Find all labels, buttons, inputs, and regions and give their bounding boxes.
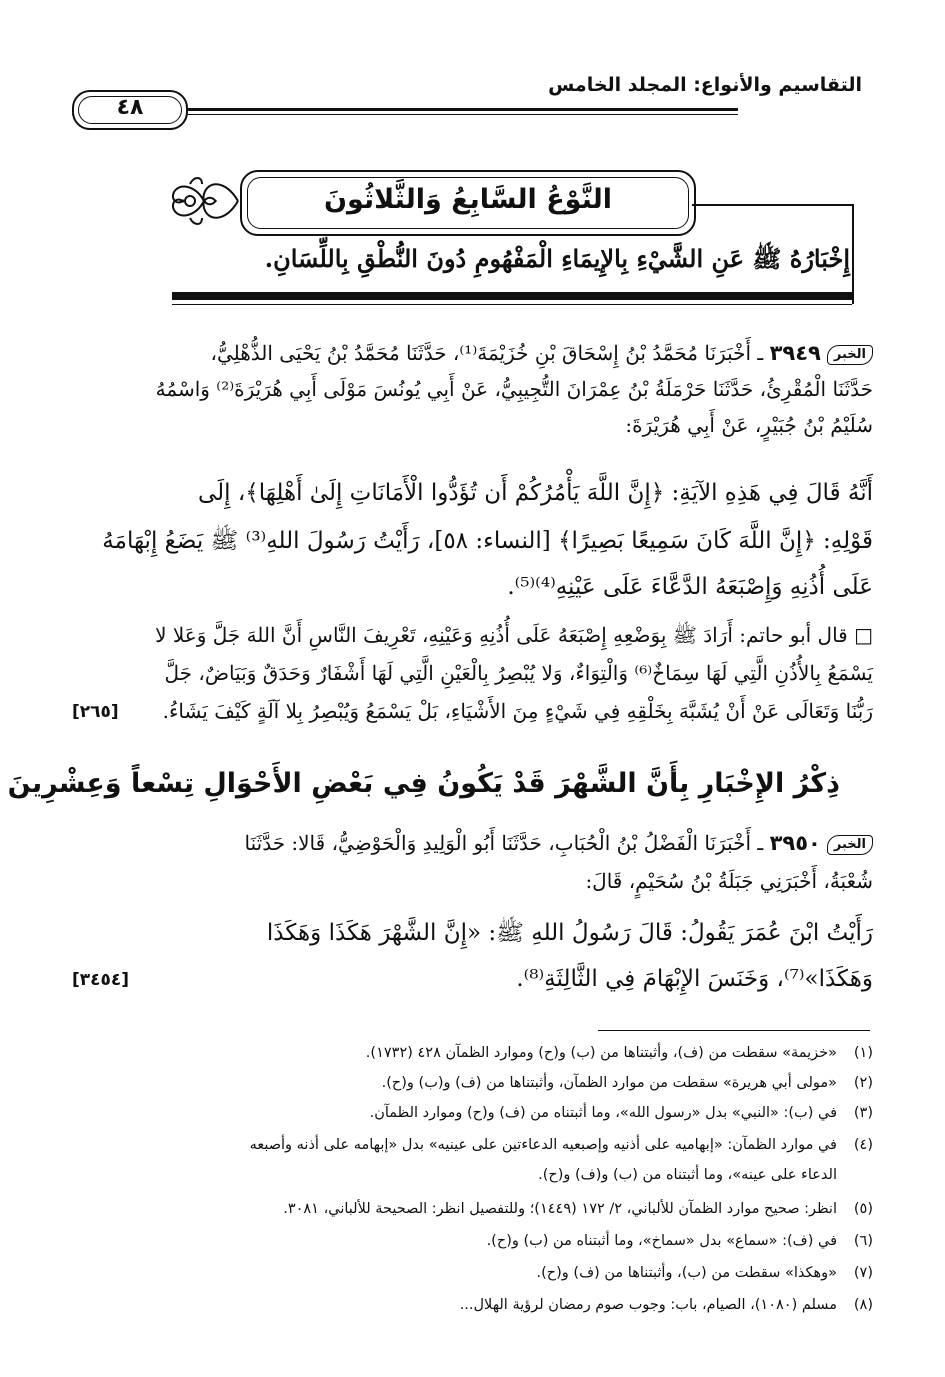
hadith-3950-line-1 (78, 828, 873, 858)
hadith-3949-line-2: حَدَّثَنَا الْمُقْرِئُ، حَدَّثَنَا حَرْمَلَةُ بْنُ عِمْرَانَ التُّجِيبِيُّ، عَنْ أَبِي يُونُسَ مَوْلَى أَبِي هُرَيْرَةَ⁽²⁾ وَاسْمُهُ (155, 377, 873, 401)
khabar-marker-icon: الخبر (827, 345, 873, 365)
footnote-2: (٢)«مولى أبي هريرة» سقطت من موارد الظمآن، وأثبتناها من (ف) و(ب) و(ح). (381, 1075, 873, 1091)
footnote-4-continued: الدعاء على عينه»، وما أثبتناه من (ب) و(ف) و(ح). (538, 1167, 837, 1183)
hadith-3950-line-4: وَهَكَذَا»⁽⁷⁾، وَخَنَسَ الإِبْهَامَ فِي الثَّالِثَةِ⁽⁸⁾. (516, 966, 873, 992)
page-number: ٤٨ (116, 95, 144, 120)
hadith-number: ٣٩٥٠ (769, 831, 821, 855)
footnote-separator (598, 1030, 870, 1031)
abu-hatim-note-line-2: يَسْمَعُ بِالأُذُنِ الَّتِي لَهَا سِمَاخٌ⁽⁶⁾ وَالْتِوَاءٌ، وَلا يُبْصِرُ بِالْعَيْنِ الَّتِي لَهَا أَشْفَارٌ وَحَدَقٌ وَبَيَاضٌ، جَلَّ (164, 661, 873, 685)
hadith-3949-line-3: سُلَيْمُ بْنُ جُبَيْرٍ، عَنْ أَبِي هُرَيْرَةَ: (625, 413, 873, 437)
section-heading: ذِكْرُ الإِخْبَارِ بِأَنَّ الشَّهْرَ قَدْ يَكُونُ فِي بَعْضِ الأَحْوَالِ تِسْعاً وَعِشْرِينَ (7, 768, 840, 799)
reference-number: [٢٦٥] (72, 702, 119, 722)
hadith-3949-line-5: قَوْلِهِ: ﴿إِنَّ اللَّهَ كَانَ سَمِيعًا بَصِيرًا﴾ [النساء: ٥٨]، رَأَيْتُ رَسُولَ اللهِ⁽³⁾ ﷺ يَضَعُ إِبْهَامَهُ (102, 528, 873, 554)
reference-number: [٣٤٥٤] (72, 970, 130, 990)
chapter-subtitle: إِخْبَارُهُ ﷺ عَنِ الشَّيْءِ بِالإِيمَاءِ الْمَفْهُومِ دُونَ النُّطْقِ بِاللِّسَانِ. (264, 244, 850, 273)
footnote-4: (٤)في موارد الظمآن: «إبهاميه على أذنيه وإصبعيه الدعاءتين على عينيه» بدل «إبهامه على أذنه وأصبعه (249, 1137, 873, 1153)
chapter-title-frame (240, 170, 696, 236)
title-rule-thick (172, 292, 852, 300)
hadith-3950-line-2: شُعْبَةُ، أَخْبَرَنِي جَبَلَةُ بْنُ سُحَيْمٍ، قَالَ: (585, 869, 873, 893)
abu-hatim-note-line-1: □ قال أبو حاتم: أَرَادَ ﷺ بِوَضْعِهِ إِصْبَعَهُ عَلَى أُذُنِهِ وَعَيْنِهِ، تَعْرِيفَ النَّاسِ أَنَّ اللهَ جَلَّ وَعَلا لا (155, 623, 873, 647)
running-title: التقاسيم والأنواع: المجلد الخامس (548, 74, 862, 96)
hadith-text: ـ أَخْبَرَنَا مُحَمَّدُ بْنُ إِسْحَاقَ بْنِ خُزَيْمَةَ⁽¹⁾، حَدَّثَنَا مُحَمَّدُ بْنُ يَحْيَى الذُّهْلِيُّ، (210, 341, 764, 365)
title-rule-thin (172, 304, 852, 305)
footnote-7: (٧)«وهكذا» سقطت من (ب)، وأثبتناها من (ف) و(ح). (536, 1265, 873, 1281)
footnote-3: (٣)في (ب): «النبي» بدل «رسول الله»، وما أثبتناه من (ف) و(ح) وموارد الظمآن. (369, 1105, 873, 1121)
khabar-marker-icon: الخبر (827, 835, 873, 855)
footnote-1: (١)«خزيمة» سقطت من (ف)، وأثبتناها من (ب) و(ح) وموارد الظمآن ٤٢٨ (١٧٣٢). (365, 1045, 873, 1061)
hadith-3949-line-4: أَنَّهُ قَالَ فِي هَذِهِ الآيَةِ: ﴿إِنَّ اللَّهَ يَأْمُرُكُمْ أَن تُؤَدُّوا الْأَمَانَاتِ إِلَىٰ أَهْلِهَا﴾، إِلَى (197, 480, 873, 506)
footnote-6: (٦)في (ف): «سماع» بدل «سماخ»، وما أثبتناه من (ب) و(ح). (486, 1233, 873, 1249)
chapter-title: النَّوْعُ السَّابِعُ وَالثَّلاثُونَ (324, 184, 612, 215)
footnote-8: (٨)مسلم (١٠٨٠)، الصيام، باب: وجوب صوم رمضان لرؤية الهلال... (459, 1297, 873, 1313)
frame-bracket-side (852, 204, 854, 304)
running-header (72, 60, 862, 122)
floral-ornament-icon (168, 172, 244, 230)
hadith-3949-line-6: عَلَى أُذُنِهِ وَإِصْبَعَهُ الدَّعَّاءَ عَلَى عَيْنِهِ⁽⁴⁾⁽⁵⁾. (507, 574, 873, 600)
footnote-5: (٥)انظر: صحيح موارد الظمآن للألباني، ٢/ ١٧٢ (١٤٤٩)؛ وللتفصيل انظر: الصحيحة للألباني، ٣٠٨١. (283, 1201, 873, 1217)
hadith-text: ـ أَخْبَرَنَا الْفَضْلُ بْنُ الْحُبَابِ، حَدَّثَنَا أَبُو الْوَلِيدِ وَالْحَوْضِيُّ، قَالا: حَدَّثَنَا (244, 831, 764, 855)
hadith-3949-line-1 (78, 338, 873, 368)
hadith-number: ٣٩٤٩ (769, 341, 821, 365)
page-number-frame (72, 90, 188, 130)
abu-hatim-note-line-3: رَبُّنَا وَتَعَالَى عَنْ أَنْ يُشَبَّهَ بِخَلْقِهِ فِي شَيْءٍ مِنَ الأَشْيَاءِ، بَلْ يَسْمَعُ وَيُبْصِرُ بِلا آلَةٍ كَيْفَ يَشَاءُ. (162, 699, 873, 723)
frame-bracket-top (692, 204, 852, 206)
hadith-3950-line-3: رَأَيْتُ ابْنَ عُمَرَ يَقُولُ: قَالَ رَسُولُ اللهِ ﷺ: «إِنَّ الشَّهْرَ هَكَذَا وَهَكَذَا (266, 920, 873, 946)
